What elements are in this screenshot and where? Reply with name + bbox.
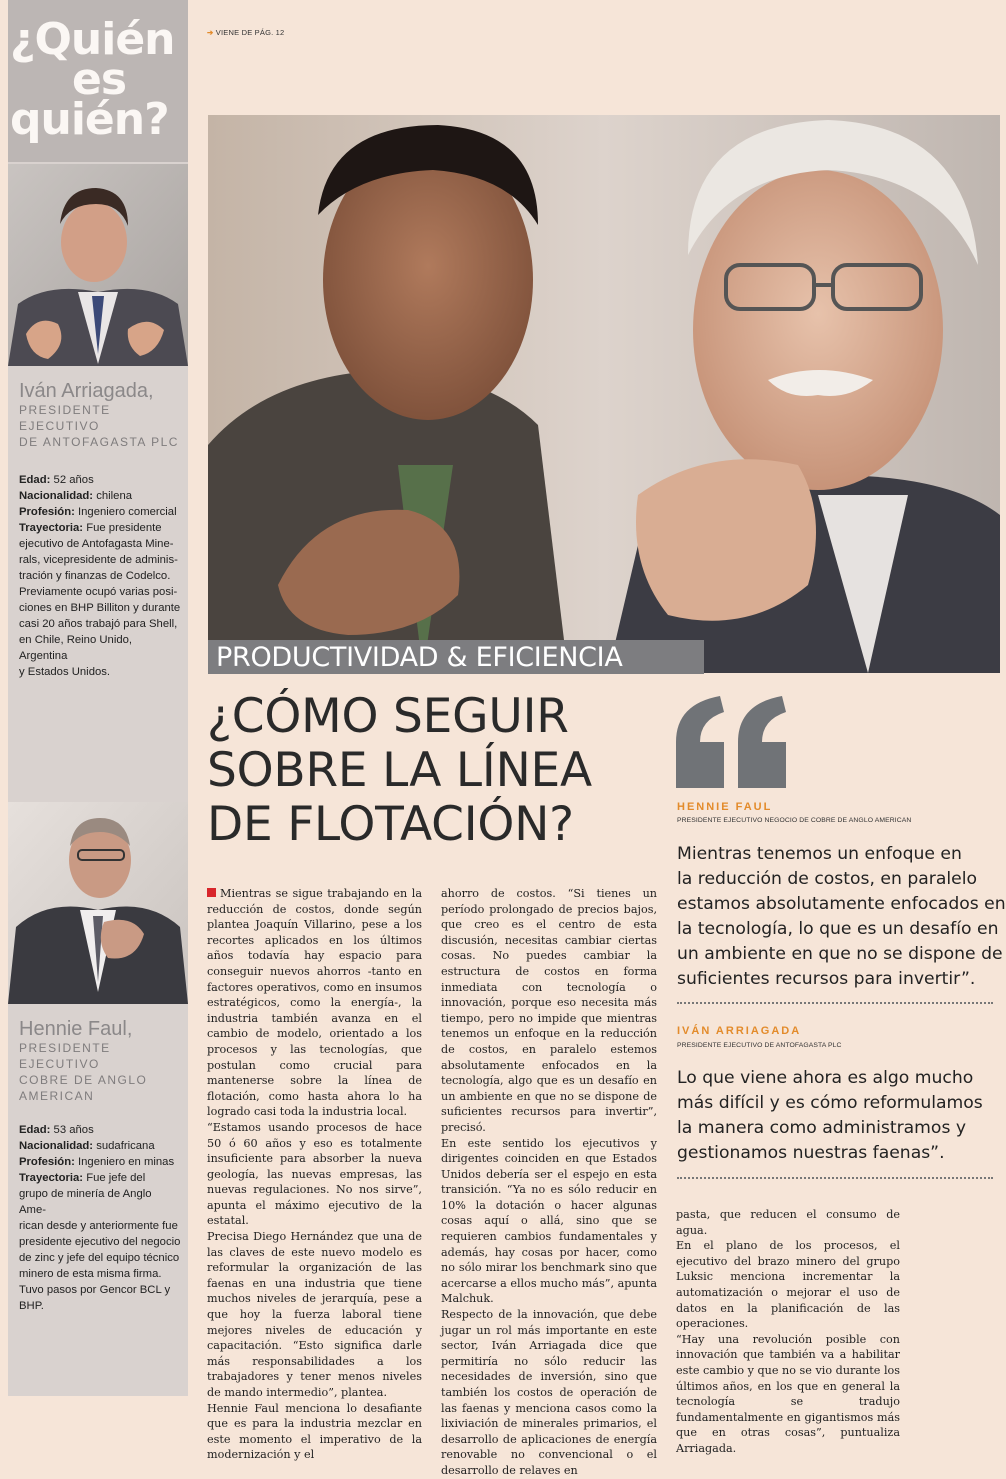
person-info [19, 472, 181, 680]
hero-photo [208, 115, 1000, 673]
quote-author-name: IVÁN ARRIAGADA [677, 1025, 802, 1037]
career-line: ciones en BHP Billiton y durante [19, 602, 181, 614]
paragraph: Respecto de la innovación, que debe jugar un rol más importante en este sector, Iván Arriagada dice que permitiría no sólo reducir las necesidades de inversión, sino que también los costos de operación de las faenas y menciona casos como la lixiviación de minerales primarios, el desarrollo de aplicaciones de energía renovable no convencional o el desarrollo de relaves en [441, 1308, 657, 1477]
career-line: Fue jefe del [86, 1172, 146, 1184]
person-profile-arriagada [19, 380, 181, 680]
quote-line: la reducción de costos, en paralelo [677, 869, 978, 889]
career-line: Tuvo pasos por Gencor BCL y [19, 1284, 171, 1296]
nationality-value: sudafricana [96, 1140, 155, 1152]
career-line: casi 20 años trabajó para Shell, [19, 618, 178, 630]
person-info [19, 1122, 181, 1314]
age-value: 52 años [53, 474, 94, 486]
person-role-line: PRESIDENTE EJECUTIVO [19, 403, 111, 433]
career-line: y Estados Unidos. [19, 666, 111, 678]
dotted-divider [677, 1177, 993, 1179]
quote-line: más difícil y es cómo reformulamos [677, 1093, 983, 1113]
red-square-bullet-icon [207, 888, 216, 897]
dotted-divider [677, 1002, 993, 1004]
paragraph-text: Mientras se sigue trabajando en la reducción de costos, donde según plantea Joaquín Villarino, pese a los recortes aplicados en los últimos años todavía hay espacio para conseguir nuevos ahorros -tanto en factores operativos, como en insumos estratégicos, como la energía-, la industria también avanza en el cambio de modelo, orientado a los procesos y las tecnologías, que postulan como crucial para mantenerse sobre la línea de flotación, como hasta ahora lo ha logrado casi toda la industria local. [207, 887, 422, 1119]
person-role-line: COBRE DE ANGLO [19, 1073, 148, 1087]
career-line: minero de esta misma firma. [19, 1268, 162, 1280]
profession-value: Ingeniero comercial [78, 506, 177, 518]
quote-author-role: PRESIDENTE EJECUTIVO NEGOCIO DE COBRE DE ANGLO AMERICAN [677, 817, 912, 824]
profession-label: Profesión: [19, 1156, 75, 1168]
arrow-right-icon: ➔ [207, 28, 214, 37]
paragraph: En el plano de los procesos, el ejecutivo del brazo minero del grupo Luksic menciona incrementar la automatización o mejorar el uso de datos en la planificación de las operaciones. [676, 1239, 900, 1331]
quote-line: suficientes recursos para invertir”. [677, 969, 976, 989]
career-line: grupo de minería de Anglo Ame- [19, 1188, 152, 1216]
career-label: Trayectoria: [19, 522, 84, 534]
paragraph: Precisa Diego Hernández que una de las claves de este nuevo modelo es reformular la organización de las faenas en una industria que tiene muchos niveles de jerarquía, pese a que hoy la fuerza laboral tiene mejores niveles de educación y capacitación. “Esto significa darle más responsabilidades a los trabajadores y tener menos niveles de mando intermedio”, plantea. [207, 1230, 422, 1399]
career-line: BHP. [19, 1300, 44, 1312]
career-line: Fue presidente [86, 522, 162, 534]
sidebar-header [8, 0, 188, 162]
paragraph: pasta, que reducen el consumo de agua. [676, 1208, 900, 1237]
section-banner-label: PRODUCTIVIDAD & EFICIENCIA [216, 642, 623, 673]
quote-line: la manera como administramos y [677, 1118, 967, 1138]
age-value: 53 años [53, 1124, 94, 1136]
career-line: en Chile, Reino Unido, Argentina [19, 634, 133, 662]
article-column-2 [441, 886, 657, 1479]
quote-author-role: PRESIDENTE EJECUTIVO DE ANTOFAGASTA PLC [677, 1042, 842, 1049]
pull-quote [677, 842, 1006, 992]
section-banner [208, 640, 704, 674]
quote-author-name: HENNIE FAUL [677, 801, 773, 813]
career-line: ejecutivo de Antofagasta Mine- [19, 538, 174, 550]
career-line: Previamente ocupó varias posi- [19, 586, 178, 598]
nationality-label: Nacionalidad: [19, 1140, 94, 1152]
person-role-line: PRESIDENTE EJECUTIVO [19, 1041, 111, 1071]
portrait-photo-arriagada [8, 164, 188, 366]
quote-mark-icon [672, 694, 792, 788]
age-label: Edad: [19, 1124, 51, 1136]
paragraph: Hennie Faul menciona lo desafiante que es para la industria mezclar en este momento el imperativo de la modernización y el [207, 1401, 422, 1462]
quote-line: Mientras tenemos un enfoque en [677, 844, 962, 864]
paragraph: ahorro de costos. “Si tienes un período prolongado de precios bajos, que creo es el centro de esta discusión, necesitas cambiar ciertas cosas. No puedes cambiar la estructura de costos en forma inmediata con tecnología o innovación, porque eso necesita más tiempo, pero no impide que mientras tenemos un enfoque en la reducción de costos, en paralelo estemos absolutamente enfocados en la tecnología, algo que es un desafío en un ambiente en que no se dispone de suficientes recursos para invertir”, precisó. [441, 887, 657, 1134]
pull-quote [677, 1066, 995, 1166]
quote-line: un ambiente en que no se dispone de [677, 944, 1003, 964]
sidebar-title-line-3: quién? [10, 94, 169, 145]
portrait-photo-faul [8, 802, 188, 1004]
article-column-3 [676, 1207, 900, 1457]
headline-line: DE FLOTACIÓN? [207, 797, 574, 852]
paragraph: “Estamos usando procesos de hace 50 ó 60 años y eso es totalmente insuficiente para absorber la nueva geología, las nuevas empresas, las nuevas regulaciones. No nos sirve”, apunta el máximo ejecutivo de la estatal. [207, 1120, 422, 1228]
career-line: tración y finanzas de Codelco. [19, 570, 171, 582]
career-line: rican desde y anteriormente fue [19, 1220, 178, 1232]
person-role-line: AMERICAN [19, 1089, 95, 1103]
person-name: Hennie Faul, [19, 1018, 133, 1040]
career-line: rals, vicepresidente de adminis- [19, 554, 178, 566]
article-column-1 [207, 886, 422, 1463]
headline-line: SOBRE LA LÍNEA [207, 743, 592, 798]
sidebar-title-line-1: ¿Quién [10, 14, 175, 65]
age-label: Edad: [19, 474, 51, 486]
person-role-line: DE ANTOFAGASTA PLC [19, 435, 179, 449]
nationality-value: chilena [96, 490, 133, 502]
nationality-label: Nacionalidad: [19, 490, 94, 502]
career-label: Trayectoria: [19, 1172, 84, 1184]
person-profile-faul [19, 1018, 181, 1314]
article-headline [207, 690, 637, 852]
sidebar-title [10, 14, 175, 145]
career-line: presidente ejecutivo del negocio [19, 1236, 181, 1248]
paragraph: En este sentido los ejecutivos y dirigentes coinciden en que Estados Unidos debería ser el espejo en esta transición. “Ya no es sólo reducir en 10% la dotación o hacer algunas cosas aquí o allá, sino que se requieren cambios fundamentales y además, hay cosas por hacer, como no sólo mirar los benchmark sino que acercarse a ellos mucho más”, apunta Malchuk. [441, 1136, 657, 1306]
career-line: de zinc y jefe del equipo técnico [19, 1252, 180, 1264]
paragraph: “Hay una revolución posible con innovación que también va a habilitar este cambio y que no se vio durante los últimos años, en los que en general la tecnología se tradujo fundamentalmente en gigantismos más que en otras cosas”, puntualiza Arriagada. [676, 1332, 900, 1455]
page-reference [207, 28, 284, 37]
quote-line: Lo que viene ahora es algo mucho [677, 1068, 974, 1088]
viene-label: VIENE DE PÁG. 12 [215, 28, 285, 37]
person-name: Iván Arriagada, [19, 380, 154, 402]
quote-line: la tecnología, lo que es un desafío en [677, 919, 999, 939]
profession-label: Profesión: [19, 506, 75, 518]
headline-line: ¿CÓMO SEGUIR [207, 689, 569, 744]
sidebar-title-line-2: es [72, 54, 127, 105]
quote-line: gestionamos nuestras faenas”. [677, 1143, 945, 1163]
paragraph [207, 886, 422, 1120]
profession-value: Ingeniero en minas [78, 1156, 175, 1168]
quote-line: estamos absolutamente enfocados en [677, 894, 1006, 914]
